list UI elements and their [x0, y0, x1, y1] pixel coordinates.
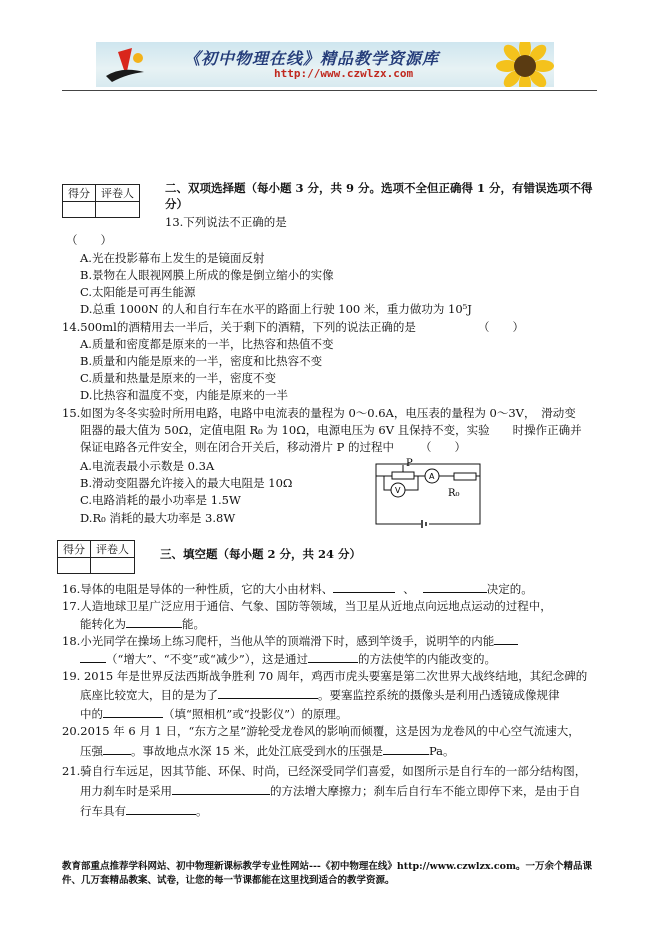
q19-text-a: 19. 2015 年是世界反法西斯战争胜利 70 周年，鸡西市虎头要塞是第二次世界大战终结地，其纪念碑的: [62, 669, 588, 683]
reviewer-label: 评卷人: [91, 541, 135, 558]
circuit-label-p: P: [406, 458, 413, 469]
q20-line2: [80, 742, 455, 759]
sunflower-icon: [490, 42, 554, 87]
score-label: 得分: [63, 185, 96, 202]
q15-option-d: D.R₀ 消耗的最大功率是 3.8W: [80, 511, 236, 525]
score-label: 得分: [58, 541, 91, 558]
q19-text-c: 。要塞监控系统的摄像头是利用凸透镜成像规律: [318, 688, 560, 702]
q18-line1: [62, 632, 518, 649]
section2-heading: 二、双项选择题（每小题 3 分，共 9 分。选项不全但正确得 1 分，有错误选项不得: [165, 181, 593, 195]
q14-option-a: A.质量和密度都是原来的一半，比热容和热值不变: [80, 337, 334, 351]
score-cell[interactable]: [58, 558, 91, 574]
q20-text-b: 压强: [80, 744, 103, 758]
q17-text-b: 能转化为: [80, 617, 126, 631]
circuit-diagram: [372, 456, 484, 530]
header-divider: [62, 90, 597, 91]
q21-text-a: 21.骑自行车远足，因其节能、环保、时尚，已经深受同学们喜爱，如图所示是自行车的一部分结构图，: [62, 764, 587, 778]
q16-text-b: 、: [403, 582, 415, 596]
q21-text-c: 的方法增大摩擦力；刹车后自行车不能立即停下来，是由于自: [270, 784, 581, 798]
q21-line3: [80, 802, 208, 819]
q19-text-d: 中的: [80, 707, 103, 721]
q13-option-b: B.景物在人眼视网膜上所成的像是倒立缩小的实像: [80, 268, 334, 282]
q19-text-b: 底座比较宽大，目的是为了: [80, 688, 218, 702]
q15-stem-line2: 阻器的最大值为 50Ω，定值电阻 R₀ 为 10Ω，电源电压为 6V 且保持不变，实验 时操作正确并: [80, 423, 582, 437]
q18-text-a: 18.小光同学在操场上练习爬杆，当他从竿的顶端滑下时，感到竿烫手，说明竿的内能: [62, 634, 495, 648]
q18-text-b: （“增大”、“不变”或“减少”），这是通过: [106, 652, 309, 666]
q16-line: [62, 580, 533, 597]
q17-line2: [80, 615, 205, 632]
q18-blank-1[interactable]: [494, 632, 518, 645]
q13-option-a: A.光在投影幕布上发生的是镜面反射: [80, 251, 265, 265]
q15-option-c: C.电路消耗的最小功率是 1.5W: [80, 493, 241, 507]
q14-stem: 14.500ml的酒精用去一半后，关于剩下的酒精，下列的说法正确的是: [62, 320, 416, 334]
page-footer: 教育部重点推荐学科网站、初中物理新课标教学专业性网站---《初中物理在线》http://www.czwlzx.com。一万余个精品课件、几万套精品教案、试卷，让您的每一节课都能在这里找到适合的教学资源。: [62, 861, 592, 886]
q13-option-d: D.总重 1000N 的人和自行车在水平的路面上行驶 100 米，重力做功为 10⁵J: [80, 302, 472, 316]
q14-option-b: B.质量和内能是原来的一半，密度和比热容不变: [80, 354, 323, 368]
q15-option-b: B.滑动变阻器允许接入的最大电阻是 10Ω: [80, 476, 293, 490]
q14-option-d: D.比热容和温度不变，内能是原来的一半: [80, 388, 288, 402]
section3-heading: 三、填空题（每小题 2 分，共 24 分）: [160, 547, 362, 561]
q20-text-a: 20.2015 年 6 月 1 日，“东方之星”游轮受龙卷风的影响而倾覆，这是因为龙卷风的中心空气流速大，: [62, 724, 580, 738]
q13-answer-paren[interactable]: （ ）: [66, 233, 112, 247]
q20-text-d: Pa。: [428, 744, 455, 758]
q16-blank-1[interactable]: [333, 580, 395, 593]
q15-option-a: A.电流表最小示数是 0.3A: [80, 459, 215, 473]
q19-line3: [80, 705, 348, 722]
q21-text-b: 用力刹车时是采用: [80, 784, 172, 798]
voltmeter-icon: V: [395, 486, 401, 495]
q20-text-c: 。事故地点水深 15 米，此处江底受到水的压强是: [131, 744, 383, 758]
q15-answer-paren[interactable]: （ ）: [420, 440, 466, 454]
q18-text-c: 的方法使竿的内能改变的。: [358, 652, 497, 666]
q18-blank-1-cont[interactable]: [80, 650, 106, 663]
q16-text-c: 决定的。: [486, 582, 533, 596]
q21-blank-2[interactable]: [126, 802, 196, 815]
q18-blank-2[interactable]: [308, 650, 358, 663]
q20-blank-2[interactable]: [383, 742, 429, 755]
q18-line2: [80, 650, 496, 667]
q16-blank-2[interactable]: [423, 580, 487, 593]
q15-stem-line3: 保证电路各元件安全，则在闭合开关后，移动滑片 P 的过程中: [80, 440, 395, 454]
reviewer-label: 评卷人: [96, 185, 140, 202]
q15-stem-line1: 15.如图为冬冬实验时所用电路，电路中电流表的量程为 0～0.6A，电压表的量程为 0～3V， 滑动变: [62, 406, 576, 420]
score-table-section3: [57, 540, 135, 574]
q21-text-e: 。: [196, 804, 208, 818]
q19-blank-1[interactable]: [218, 686, 318, 699]
q21-text-d: 行车具有: [80, 804, 126, 818]
site-logo-icon: [104, 46, 150, 84]
q19-line2: [80, 686, 560, 703]
score-cell[interactable]: [63, 202, 96, 218]
circuit-label-r0: R₀: [448, 488, 460, 499]
q21-blank-1[interactable]: [172, 782, 270, 795]
q14-option-c: C.质量和热量是原来的一半，密度不变: [80, 371, 277, 385]
q13-stem: 13.下列说法不正确的是: [165, 215, 287, 229]
header-title: 《初中物理在线》精品教学资源库: [184, 49, 440, 68]
header-banner: [96, 42, 554, 87]
section2-heading-cont: 分）: [165, 197, 188, 211]
q20-blank-1[interactable]: [103, 742, 131, 755]
q17-blank[interactable]: [126, 615, 182, 628]
header-url[interactable]: http://www.czwlzx.com: [274, 67, 414, 80]
q19-text-e: （填“照相机”或“投影仪”）的原理。: [163, 707, 348, 721]
score-table-section2: [62, 184, 140, 218]
ammeter-icon: A: [429, 472, 435, 481]
q14-answer-paren[interactable]: （ ）: [478, 320, 524, 334]
q16-text-a: 16.导体的电阻是导体的一种性质，它的大小由材料、: [62, 582, 334, 596]
q21-line2: [80, 782, 581, 799]
q17-text-a: 17.人造地球卫星广泛应用于通信、气象、国防等领域，当卫星从近地点向远地点运动的过程中，: [62, 599, 552, 613]
q19-blank-2[interactable]: [103, 705, 163, 718]
reviewer-cell[interactable]: [91, 558, 135, 574]
q13-option-c: C.太阳能是可再生能源: [80, 285, 196, 299]
reviewer-cell[interactable]: [96, 202, 140, 218]
q17-text-c: 能。: [182, 617, 205, 631]
